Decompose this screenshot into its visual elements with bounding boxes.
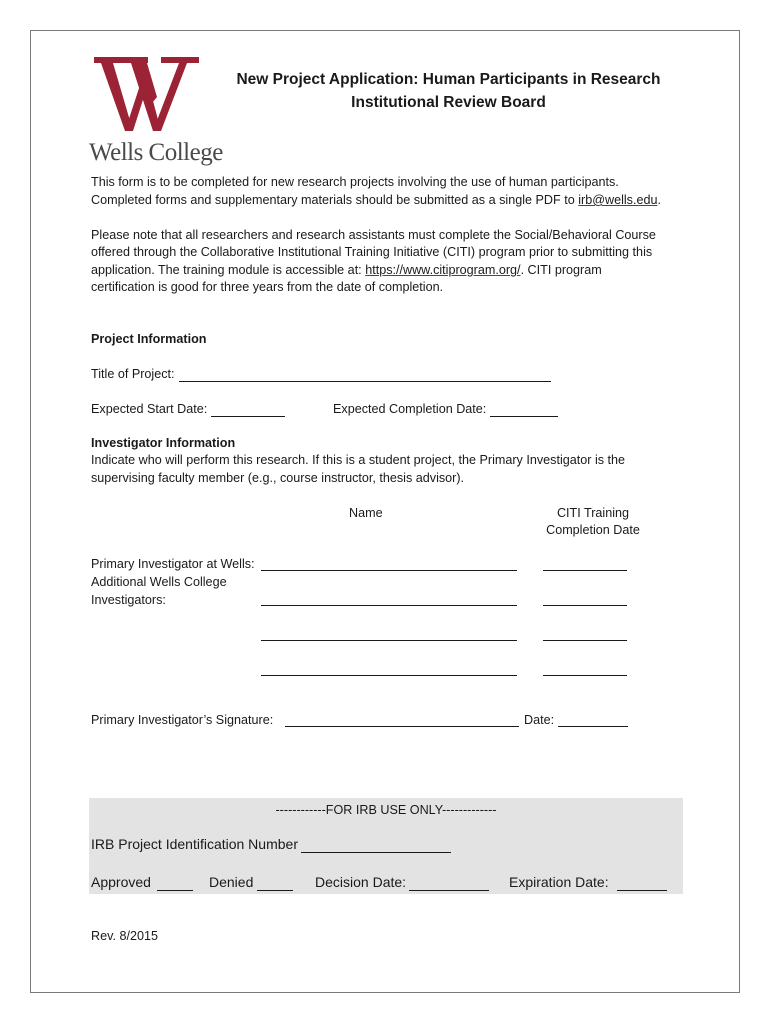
expiration-date-label: Expiration Date: xyxy=(509,874,609,890)
note-text: . CITI program xyxy=(520,263,602,277)
citi-program-link[interactable]: https://www.citiprogram.org/ xyxy=(365,263,521,277)
form-title: New Project Application: Human Participants in Research xyxy=(236,71,661,88)
additional-investigator-citi-date-field[interactable] xyxy=(543,640,627,641)
name-column-header: Name xyxy=(349,506,383,520)
additional-investigator-name-field[interactable] xyxy=(261,675,517,676)
additional-investigator-name-field[interactable] xyxy=(261,605,517,606)
additional-investigator-citi-date-field[interactable] xyxy=(543,675,627,676)
citi-column-header: CITI Training xyxy=(556,506,630,520)
intro-line xyxy=(91,192,661,210)
additional-investigator-name-field[interactable] xyxy=(261,640,517,641)
denied-field[interactable] xyxy=(257,890,293,891)
start-date-label: Expected Start Date: xyxy=(91,402,208,416)
approved-field[interactable] xyxy=(157,890,193,891)
expiration-date-field[interactable] xyxy=(617,890,667,891)
additional-investigators-label: Additional Wells College xyxy=(91,575,227,589)
wells-college-logo-icon xyxy=(91,57,203,137)
signature-field[interactable] xyxy=(285,726,519,727)
note-text: application. The training module is accessible at: xyxy=(91,263,366,277)
completion-date-label: Expected Completion Date: xyxy=(333,402,487,416)
decision-date-field[interactable] xyxy=(409,890,489,891)
project-info-heading: Project Information xyxy=(91,332,207,346)
irb-email-link[interactable]: irb@wells.edu xyxy=(578,193,658,207)
revision-note: Rev. 8/2015 xyxy=(91,929,158,943)
approved-label: Approved xyxy=(91,874,151,890)
primary-investigator-citi-date-field[interactable] xyxy=(543,570,627,571)
irb-use-only-heading: ------------FOR IRB USE ONLY------------- xyxy=(275,803,497,817)
note-line: Please note that all researchers and research assistants must complete the Social/Behavioral Course xyxy=(91,228,656,242)
signature-date-field[interactable] xyxy=(558,726,628,727)
intro-text: Completed forms and supplementary materials should be submitted as a single PDF to xyxy=(91,193,579,207)
additional-investigator-citi-date-field[interactable] xyxy=(543,605,627,606)
note-line xyxy=(91,262,602,280)
signature-date-label: Date: xyxy=(524,713,555,727)
project-title-field[interactable] xyxy=(179,381,551,382)
investigator-desc-line: supervising faculty member (e.g., course instructor, thesis advisor). xyxy=(91,471,465,485)
decision-date-label: Decision Date: xyxy=(315,874,407,890)
irb-id-label: IRB Project Identification Number xyxy=(91,836,298,852)
note-line: certification is good for three years from the date of completion. xyxy=(91,280,444,294)
investigator-desc-line: Indicate who will perform this research. If this is a student project, the Primary Investigator is the xyxy=(91,453,626,467)
form-page xyxy=(30,30,740,993)
intro-text: . xyxy=(657,193,661,207)
project-title-label: Title of Project: xyxy=(91,367,175,381)
irb-use-only-box xyxy=(89,798,683,894)
denied-label: Denied xyxy=(209,874,254,890)
start-date-field[interactable] xyxy=(211,416,285,417)
additional-investigators-label: Investigators: xyxy=(91,593,166,607)
signature-label: Primary Investigator’s Signature: xyxy=(91,713,274,727)
completion-date-field[interactable] xyxy=(490,416,558,417)
intro-line: This form is to be completed for new research projects involving the use of human participants. xyxy=(91,175,619,189)
college-name: Wells College xyxy=(89,139,223,166)
note-line: offered through the Collaborative Institutional Training Initiative (CITI) program prior to submitting this xyxy=(91,245,653,259)
irb-id-field[interactable] xyxy=(301,852,451,853)
primary-investigator-name-field[interactable] xyxy=(261,570,517,571)
citi-column-header: Completion Date xyxy=(546,523,640,537)
investigator-info-heading: Investigator Information xyxy=(91,436,236,450)
form-subtitle: Institutional Review Board xyxy=(351,94,546,111)
primary-investigator-label: Primary Investigator at Wells: xyxy=(91,557,255,571)
